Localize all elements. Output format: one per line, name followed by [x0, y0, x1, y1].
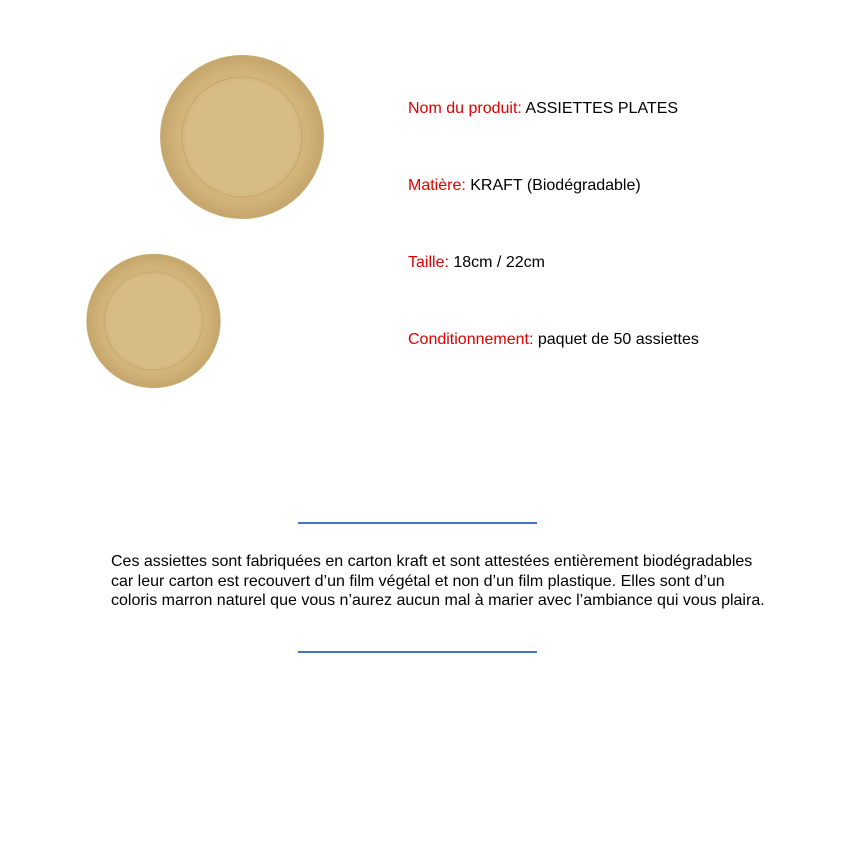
spec-size-label: Taille: — [408, 254, 449, 271]
spec-product-name-label: Nom du produit: — [408, 100, 522, 117]
spec-size-value: 18cm / 22cm — [453, 254, 545, 271]
spec-material — [408, 176, 641, 196]
kraft-plate-icon — [85, 253, 222, 389]
spec-material-value: KRAFT (Biodégradable) — [470, 177, 641, 194]
spec-size — [408, 253, 545, 273]
spec-product-name — [408, 99, 678, 119]
spec-packaging-label: Conditionnement: — [408, 331, 534, 348]
divider-top — [298, 522, 537, 524]
plate-image-small — [85, 253, 222, 389]
spec-packaging — [408, 330, 699, 350]
plate-image-large — [158, 54, 326, 220]
divider-bottom — [298, 651, 537, 653]
product-description: Ces assiettes sont fabriquées en carton kraft et sont attestées entièrement biodégradables car leur carton est recouvert d’un film végétal et non d’un film plastique. Elles sont d’un coloris marron naturel que vous n’aurez aucun mal à marier avec l’ambiance qui vous plaira. — [111, 553, 765, 609]
spec-product-name-value: ASSIETTES PLATES — [525, 100, 679, 117]
kraft-plate-icon — [158, 54, 326, 220]
spec-packaging-value: paquet de 50 assiettes — [537, 331, 699, 348]
spec-material-label: Matière: — [408, 177, 466, 194]
